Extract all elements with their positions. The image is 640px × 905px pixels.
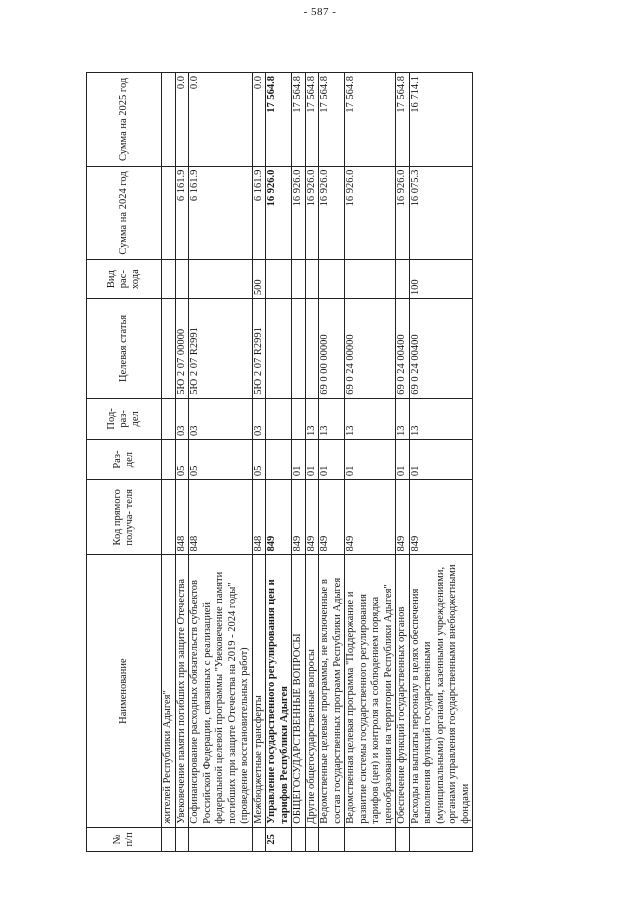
cell-sum-2025: 0.0 <box>175 73 189 167</box>
cell-razdel <box>266 440 292 480</box>
cell-sum-2024: 16 075.3 <box>409 166 473 260</box>
cell-podrazdel: 13 <box>409 398 473 439</box>
cell-name: Управление государственного регулирования цен и тарифов Республики Адыгея <box>266 555 292 827</box>
cell-podrazdel: 03 <box>175 398 189 439</box>
cell-no <box>396 827 410 851</box>
cell-tselevaya: 69 0 24 00400 <box>409 299 473 399</box>
cell-name: Межбюджетные трансферты <box>252 555 266 827</box>
table-row <box>292 73 306 852</box>
header-sum-2024: Сумма на 2024 год <box>87 166 162 260</box>
cell-tselevaya <box>162 299 176 399</box>
cell-name: ОБЩЕГОСУДАРСТВЕННЫЕ ВОПРОСЫ <box>292 555 306 827</box>
cell-sum-2024: 6 161.9 <box>175 166 189 260</box>
cell-no <box>305 827 319 851</box>
cell-sum-2025: 17 564.8 <box>319 73 345 167</box>
header-sum-2025: Сумма на 2025 год <box>87 73 162 167</box>
cell-razdel: 01 <box>345 440 396 480</box>
cell-kod: 849 <box>396 480 410 555</box>
cell-kod: 848 <box>175 480 189 555</box>
cell-name: Увековечение памяти погибших при защите Отечества <box>175 555 189 827</box>
header-kod: Код прямого получа- теля <box>87 480 162 555</box>
budget-table-sheet <box>86 72 626 852</box>
cell-no <box>162 827 176 851</box>
cell-name: Софинансирование расходных обязательств субъектов Российской Федерации, связанных с реализацией федеральной целевой программы "Увековечение памяти погибших при защите Отечества на 2019 - 2024 годы" (проведение восстановительных работ) <box>189 555 253 827</box>
cell-no <box>175 827 189 851</box>
cell-name: Ведомственная целевая программа "Поддержание и развитие системы государственного регулирования тарифов (цен) и контроля за соблюдением порядка ценообразования на территории Республики Адыгея" <box>345 555 396 827</box>
cell-tselevaya: 69 0 24 00400 <box>396 299 410 399</box>
cell-no <box>345 827 396 851</box>
cell-razdel: 05 <box>189 440 253 480</box>
cell-vid <box>162 260 176 299</box>
table-header-row <box>87 73 162 852</box>
cell-kod: 848 <box>252 480 266 555</box>
table-row <box>175 73 189 852</box>
cell-kod: 849 <box>319 480 345 555</box>
header-tselevaya: Целевая статья <box>87 299 162 399</box>
cell-name: Ведомственные целевые программы, не включенные в состав государственных программ Республики Адыгея <box>319 555 345 827</box>
cell-razdel <box>162 440 176 480</box>
cell-vid: 100 <box>409 260 473 299</box>
cell-tselevaya: 5Ю 2 07 R2991 <box>252 299 266 399</box>
table-row <box>162 73 176 852</box>
cell-kod: 848 <box>189 480 253 555</box>
header-name: Наименование <box>87 555 162 827</box>
cell-tselevaya <box>266 299 292 399</box>
header-podrazdel: Под- раз- дел <box>87 398 162 439</box>
cell-kod: 849 <box>305 480 319 555</box>
cell-vid <box>266 260 292 299</box>
table-row <box>396 73 410 852</box>
cell-podrazdel: 13 <box>345 398 396 439</box>
cell-name: Расходы на выплаты персоналу в целях обеспечения выполнения функций государственными (муниципальными) органами, казенными учреждениями, органами управления государственными внебюджетными фондами <box>409 555 473 827</box>
table-row <box>189 73 253 852</box>
cell-vid <box>319 260 345 299</box>
cell-sum-2025: 17 564.8 <box>266 73 292 167</box>
cell-podrazdel: 03 <box>189 398 253 439</box>
cell-sum-2024: 16 926.0 <box>292 166 306 260</box>
header-vid: Вид рас- хода <box>87 260 162 299</box>
cell-podrazdel: 03 <box>252 398 266 439</box>
cell-tselevaya: 69 0 24 00000 <box>345 299 396 399</box>
page-number: - 587 - <box>303 6 337 18</box>
cell-sum-2025 <box>162 73 176 167</box>
cell-kod <box>162 480 176 555</box>
cell-razdel: 01 <box>409 440 473 480</box>
cell-no <box>189 827 253 851</box>
cell-vid: 500 <box>252 260 266 299</box>
cell-no <box>409 827 473 851</box>
cell-sum-2025: 17 564.8 <box>292 73 306 167</box>
cell-sum-2024: 16 926.0 <box>266 166 292 260</box>
cell-podrazdel <box>292 398 306 439</box>
cell-vid <box>292 260 306 299</box>
cell-kod: 849 <box>266 480 292 555</box>
cell-razdel: 05 <box>252 440 266 480</box>
cell-kod: 849 <box>409 480 473 555</box>
table-row <box>305 73 319 852</box>
cell-sum-2025: 0.0 <box>252 73 266 167</box>
cell-no <box>292 827 306 851</box>
cell-podrazdel: 13 <box>396 398 410 439</box>
table-row <box>319 73 345 852</box>
cell-name: Другие общегосударственные вопросы <box>305 555 319 827</box>
table-row <box>252 73 266 852</box>
cell-vid <box>175 260 189 299</box>
cell-sum-2024: 16 926.0 <box>345 166 396 260</box>
table-row <box>409 73 473 852</box>
cell-no <box>252 827 266 851</box>
cell-podrazdel: 13 <box>305 398 319 439</box>
cell-sum-2025: 17 564.8 <box>305 73 319 167</box>
cell-vid <box>345 260 396 299</box>
cell-tselevaya <box>292 299 306 399</box>
header-razdel: Раз- дел <box>87 440 162 480</box>
cell-razdel: 01 <box>319 440 345 480</box>
cell-sum-2024: 6 161.9 <box>189 166 253 260</box>
cell-sum-2024: 6 161.9 <box>252 166 266 260</box>
cell-razdel: 01 <box>305 440 319 480</box>
cell-no <box>319 827 345 851</box>
cell-razdel: 01 <box>292 440 306 480</box>
cell-sum-2025: 0.0 <box>189 73 253 167</box>
cell-vid <box>305 260 319 299</box>
cell-sum-2025: 17 564.8 <box>345 73 396 167</box>
table-row <box>345 73 396 852</box>
cell-sum-2025: 16 714.1 <box>409 73 473 167</box>
cell-sum-2024: 16 926.0 <box>396 166 410 260</box>
cell-sum-2024: 16 926.0 <box>305 166 319 260</box>
cell-vid <box>396 260 410 299</box>
cell-razdel: 01 <box>396 440 410 480</box>
cell-tselevaya: 69 0 00 00000 <box>319 299 345 399</box>
budget-table <box>86 72 473 852</box>
cell-tselevaya: 5Ю 2 07 00000 <box>175 299 189 399</box>
cell-tselevaya <box>305 299 319 399</box>
cell-podrazdel <box>266 398 292 439</box>
cell-sum-2024: 16 926.0 <box>319 166 345 260</box>
table-row <box>266 73 292 852</box>
cell-razdel: 05 <box>175 440 189 480</box>
cell-name: жителей Республики Адыгея" <box>162 555 176 827</box>
cell-name: Обеспечение функций государственных органов <box>396 555 410 827</box>
cell-sum-2025: 17 564.8 <box>396 73 410 167</box>
cell-sum-2024 <box>162 166 176 260</box>
cell-vid <box>189 260 253 299</box>
header-no: № п/п <box>87 827 162 851</box>
cell-tselevaya: 5Ю 2 07 R2991 <box>189 299 253 399</box>
table-body <box>162 73 473 852</box>
cell-no: 25 <box>266 827 292 851</box>
cell-kod: 849 <box>345 480 396 555</box>
cell-podrazdel: 13 <box>319 398 345 439</box>
cell-kod: 849 <box>292 480 306 555</box>
cell-podrazdel <box>162 398 176 439</box>
